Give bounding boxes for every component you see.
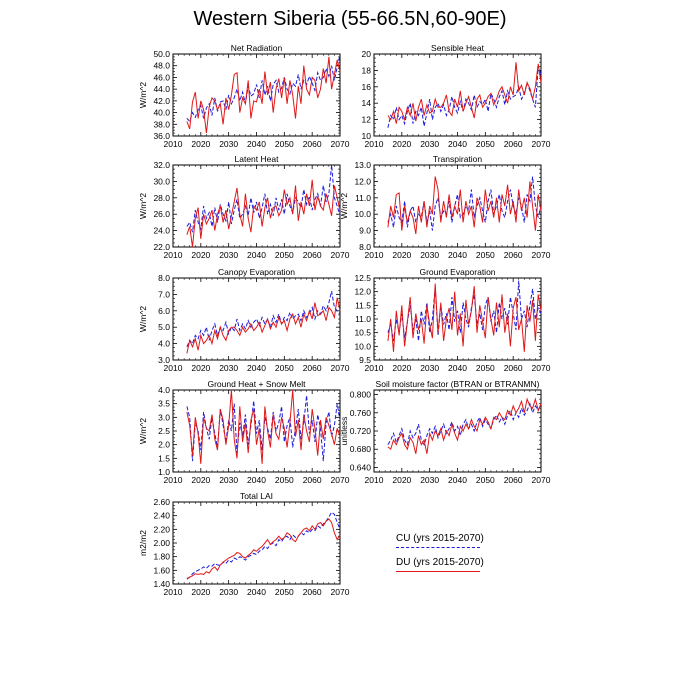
- x-tick-label: 2030: [219, 363, 239, 373]
- x-tick-label: 2030: [219, 250, 239, 260]
- y-tick-label: 38.0: [153, 119, 170, 130]
- y-tick-label: 44.0: [153, 84, 170, 95]
- x-tick-label: 2060: [503, 363, 523, 373]
- panel-9: [138, 491, 350, 597]
- y-tick-label: 2.20: [153, 524, 170, 535]
- x-tick-label: 2030: [420, 363, 440, 373]
- y-tick-label: 11.5: [355, 300, 371, 311]
- y-tick-label: 3.5: [158, 398, 170, 409]
- y-tick-label: 12.0: [354, 286, 371, 297]
- y-tick-label: 4.0: [158, 338, 170, 349]
- x-tick-label: 2060: [503, 139, 523, 149]
- panel-title: Ground Heat + Snow Melt: [207, 379, 306, 389]
- panel-4: [339, 154, 551, 260]
- y-tick-label: 0.640: [349, 462, 371, 473]
- y-tick-label: 12: [361, 114, 371, 125]
- x-tick-label: 2070: [330, 139, 350, 149]
- panel-frame: [374, 390, 541, 472]
- x-tick-label: 2040: [448, 363, 467, 373]
- x-tick-label: 2030: [420, 475, 440, 485]
- y-tick-label: 3.0: [158, 355, 170, 365]
- y-tick-label: 12.0: [354, 176, 371, 187]
- x-tick-label: 2020: [392, 363, 412, 373]
- x-tick-label: 2070: [330, 475, 350, 485]
- x-tick-label: 2070: [330, 587, 350, 597]
- series-line-du: [388, 177, 541, 234]
- x-tick-label: 2040: [247, 587, 266, 597]
- y-tick-label: 28.0: [153, 192, 170, 203]
- y-tick-label: 18: [361, 65, 371, 76]
- y-tick-label: 1.0: [158, 467, 170, 477]
- panel-title: Transpiration: [432, 154, 483, 164]
- y-tick-label: 1.40: [153, 579, 170, 589]
- x-tick-label: 2010: [364, 363, 384, 373]
- y-tick-label: 4.0: [158, 385, 170, 395]
- y-axis-label: W/m^2: [339, 192, 349, 220]
- x-tick-label: 2070: [531, 139, 551, 149]
- y-tick-label: 10: [361, 131, 371, 141]
- panel-3: [138, 154, 350, 260]
- legend-label-cu: CU (yrs 2015-2070): [396, 533, 484, 544]
- panel-title: Soil moisture factor (BTRAN or BTRANMN): [375, 379, 540, 389]
- y-axis-label: W/m^2: [138, 192, 148, 220]
- x-tick-label: 2030: [420, 139, 440, 149]
- y-tick-label: 48.0: [153, 60, 170, 71]
- y-tick-label: 24.0: [153, 225, 170, 236]
- y-tick-label: 2.0: [158, 439, 170, 450]
- x-tick-label: 2010: [163, 139, 183, 149]
- x-tick-label: 2060: [302, 363, 322, 373]
- x-tick-label: 2050: [475, 139, 495, 149]
- panel-title: Sensible Heat: [431, 43, 484, 53]
- x-tick-label: 2030: [219, 139, 239, 149]
- y-tick-label: 10.0: [354, 209, 371, 220]
- y-tick-label: 1.5: [158, 453, 170, 464]
- series-line-du: [388, 62, 541, 123]
- y-tick-label: 20: [361, 49, 371, 59]
- y-tick-label: 1.80: [153, 551, 170, 562]
- x-tick-label: 2010: [364, 250, 384, 260]
- panel-6: [354, 267, 550, 373]
- panel-frame: [173, 54, 340, 136]
- y-tick-label: 10.5: [354, 327, 371, 338]
- y-tick-label: 40.0: [153, 107, 170, 118]
- x-tick-label: 2040: [247, 475, 266, 485]
- x-tick-label: 2020: [392, 139, 412, 149]
- x-tick-label: 2040: [247, 250, 266, 260]
- x-tick-label: 2020: [191, 139, 211, 149]
- panel-frame: [374, 165, 541, 247]
- x-tick-label: 2060: [302, 250, 322, 260]
- y-tick-label: 50.0: [153, 49, 170, 59]
- series-line-du: [187, 57, 340, 133]
- x-tick-label: 2060: [302, 139, 322, 149]
- y-axis-label: m2/m2: [138, 530, 148, 556]
- x-tick-label: 2010: [364, 475, 384, 485]
- y-tick-label: 32.0: [153, 160, 170, 170]
- x-tick-label: 2050: [475, 475, 495, 485]
- y-tick-label: 0.800: [349, 389, 371, 400]
- x-tick-label: 2040: [448, 250, 467, 260]
- y-tick-label: 9.0: [359, 225, 371, 236]
- y-axis-label: W/m^2: [138, 81, 148, 109]
- x-tick-label: 2010: [163, 363, 183, 373]
- y-tick-label: 8.0: [359, 242, 371, 252]
- x-tick-label: 2020: [191, 250, 211, 260]
- y-tick-label: 2.5: [158, 426, 170, 436]
- y-tick-label: 0.720: [349, 426, 371, 436]
- y-tick-label: 9.5: [359, 355, 371, 365]
- x-tick-label: 2060: [302, 475, 322, 485]
- x-tick-label: 2020: [191, 587, 211, 597]
- legend-entry-du: [396, 557, 496, 581]
- y-tick-label: 12.5: [354, 273, 371, 283]
- series-line-du: [187, 298, 340, 354]
- panel-7: [138, 379, 350, 485]
- x-tick-label: 2070: [531, 475, 551, 485]
- panel-1: [138, 43, 350, 149]
- series-line-du: [187, 519, 340, 579]
- x-tick-label: 2020: [191, 363, 211, 373]
- y-tick-label: 26.0: [153, 209, 170, 220]
- y-tick-label: 2.00: [153, 538, 170, 548]
- x-tick-label: 2040: [247, 363, 266, 373]
- panel-title: Net Radiation: [230, 43, 283, 53]
- x-tick-label: 2060: [503, 475, 523, 485]
- y-tick-label: 14: [361, 98, 371, 109]
- legend-entry-cu: [396, 533, 496, 557]
- x-tick-label: 2050: [274, 139, 294, 149]
- x-tick-label: 2060: [503, 250, 523, 260]
- panel-frame: [374, 278, 541, 360]
- x-tick-label: 2010: [163, 250, 183, 260]
- panel-title: Ground Evaporation: [419, 267, 496, 277]
- y-tick-label: 8.0: [158, 273, 170, 283]
- y-tick-label: 5.0: [158, 322, 170, 333]
- panel-2: [362, 43, 551, 149]
- x-tick-label: 2040: [448, 139, 467, 149]
- x-tick-label: 2040: [448, 475, 467, 485]
- y-tick-label: 22.0: [153, 242, 170, 252]
- page-title: Western Siberia (55-66.5N,60-90E): [193, 8, 507, 30]
- legend-label-du: DU (yrs 2015-2070): [396, 557, 484, 568]
- legend-swatch-cu: [396, 547, 480, 548]
- y-tick-label: 2.60: [153, 497, 170, 507]
- y-tick-label: 46.0: [153, 72, 170, 83]
- y-tick-label: 7.0: [158, 289, 170, 300]
- y-tick-label: 36.0: [153, 131, 170, 141]
- y-axis-label: W/m^2: [138, 305, 148, 333]
- y-axis-label: unitless: [339, 416, 349, 446]
- x-tick-label: 2070: [531, 250, 551, 260]
- legend-swatch-du: [396, 571, 480, 572]
- x-tick-label: 2050: [274, 250, 294, 260]
- x-tick-label: 2020: [191, 475, 211, 485]
- y-tick-label: 3.0: [158, 412, 170, 423]
- panel-8: [339, 379, 551, 485]
- series-line-du: [388, 399, 541, 454]
- x-tick-label: 2030: [420, 250, 440, 260]
- series-line-du: [187, 390, 340, 464]
- y-tick-label: 42.0: [153, 95, 170, 106]
- panel-frame: [173, 502, 340, 584]
- x-tick-label: 2020: [392, 475, 412, 485]
- x-tick-label: 2040: [247, 139, 266, 149]
- series-line-du: [187, 180, 340, 247]
- x-tick-label: 2070: [330, 363, 350, 373]
- x-tick-label: 2010: [163, 475, 183, 485]
- x-tick-label: 2050: [475, 363, 495, 373]
- y-tick-label: 11.0: [355, 314, 371, 324]
- y-tick-label: 11.0: [355, 192, 371, 203]
- panel-5: [138, 267, 350, 373]
- panel-title: Total LAI: [239, 491, 274, 501]
- y-tick-label: 30.0: [153, 176, 170, 187]
- x-tick-label: 2010: [163, 587, 183, 597]
- y-tick-label: 0.760: [349, 407, 371, 418]
- y-axis-label: W/m^2: [138, 417, 148, 445]
- x-tick-label: 2050: [475, 250, 495, 260]
- legend: [396, 533, 496, 581]
- y-tick-label: 1.60: [153, 565, 170, 576]
- x-tick-label: 2010: [364, 139, 384, 149]
- x-tick-label: 2050: [274, 475, 294, 485]
- y-tick-label: 6.0: [158, 305, 170, 316]
- x-tick-label: 2070: [531, 363, 551, 373]
- x-tick-label: 2060: [302, 587, 322, 597]
- panel-title: Canopy Evaporation: [217, 267, 296, 277]
- y-tick-label: 10.0: [354, 341, 371, 352]
- series-line-cu: [388, 66, 541, 128]
- x-tick-label: 2050: [274, 587, 294, 597]
- y-tick-label: 13.0: [354, 160, 371, 170]
- y-tick-label: 16: [361, 81, 371, 92]
- x-tick-label: 2030: [219, 475, 239, 485]
- x-tick-label: 2050: [274, 363, 294, 373]
- panel-title: Latent Heat: [234, 154, 279, 164]
- x-tick-label: 2020: [392, 250, 412, 260]
- x-tick-label: 2070: [330, 250, 350, 260]
- y-tick-label: 0.680: [349, 444, 371, 455]
- y-tick-label: 2.40: [153, 510, 170, 521]
- x-tick-label: 2030: [219, 587, 239, 597]
